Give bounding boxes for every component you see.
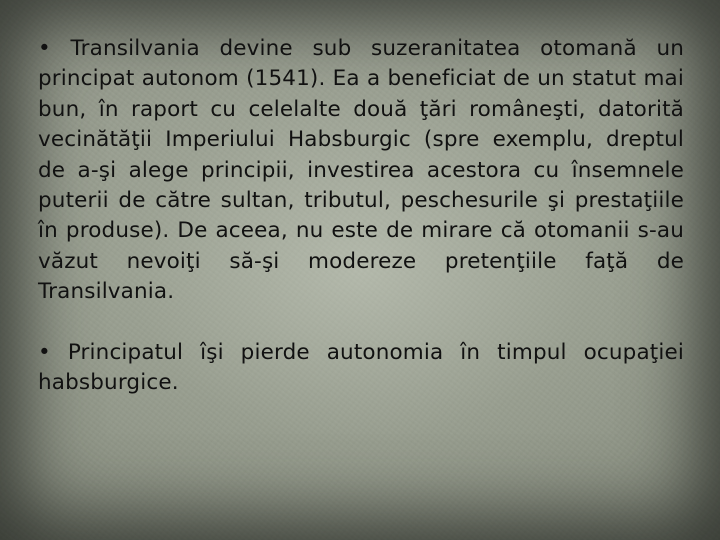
paragraph-text: Principatul îşi pierde autonomia în timpul ocupaţiei habsburgice. — [38, 339, 684, 396]
bullet-point: • — [38, 36, 51, 61]
slide-text-body — [38, 34, 684, 398]
paragraph-text: Transilvania devine sub suzeranitatea otomană un principat autonom (1541). Ea a beneficiat de un statut mai bun, în raport cu celelalte două ţări româneşti, datorită vecinătăţii Imperiului Habsburgic (spre exemplu, dreptul de a-şi alege principii, investirea acestora cu însemnele puterii de către sultan, tributul, peschesurile şi prestaţiile în produse). De aceea, nu este de mirare că otomanii s-au văzut nevoiţi să-şi modereze pretenţiile faţă de Transilvania. — [38, 36, 685, 305]
paragraph-transilvania-suzeranity — [38, 34, 684, 308]
paragraph-autonomy-loss — [38, 338, 684, 399]
bullet-point: • — [38, 339, 51, 365]
